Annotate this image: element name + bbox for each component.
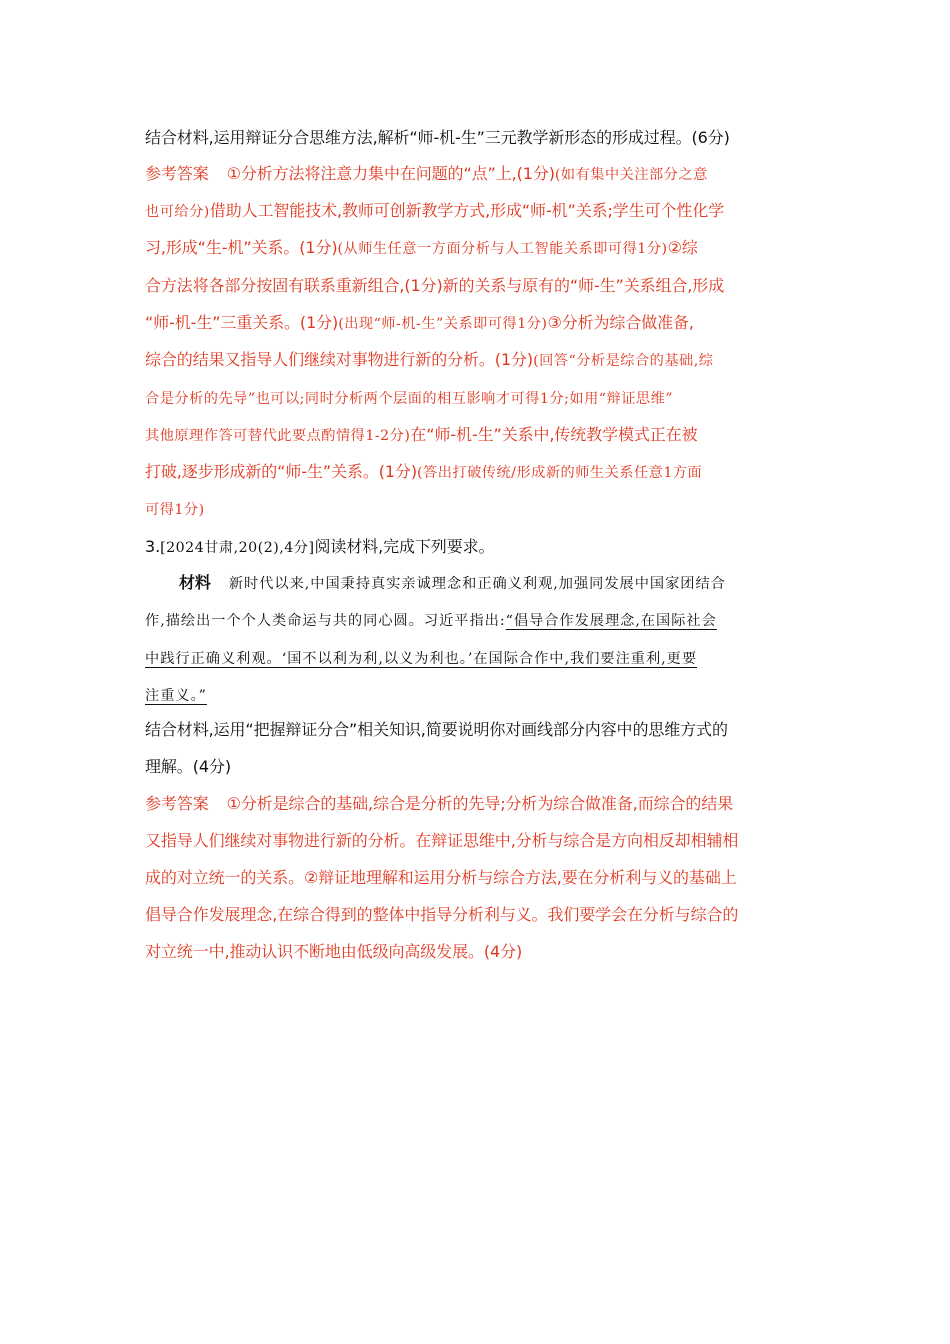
q3-material-line [145, 683, 810, 708]
q2-answer-line [145, 386, 810, 411]
q2-answer-note: (如有集中关注部分之意 [554, 167, 708, 183]
q3-prompt-text: 结合材料,运用“把握辩证分合”相关知识,简要说明你对画线部分内容中的思维方式的 [145, 720, 728, 739]
q2-answer-note: (答出打破传统/形成新的师生关系任意1方面 [417, 465, 703, 481]
q2-answer-label: 参考答案 [145, 164, 209, 183]
q3-number: 3. [145, 537, 161, 556]
q3-answer-text: 成的对立统一的关系。②辩证地理解和运用分析与综合方法,要在分析利与义的基础上 [145, 868, 737, 887]
q3-answer-line [145, 866, 810, 890]
q2-answer-text: 合方法将各部分按固有联系重新组合,(1分)新的关系与原有的“师-生”关系组合,形成 [145, 276, 725, 295]
q3-answer-text: 对立统一中,推动认识不断地由低级向高级发展。(4分) [145, 942, 523, 961]
q3-answer-line [145, 792, 810, 816]
q2-answer-text: “师-机-生”三重关系。(1分) [145, 313, 339, 332]
q2-prompt [145, 126, 810, 150]
q3-material-text: 作,描绘出一个个人类命运与共的同心圆。习近平指出: [145, 613, 506, 629]
q3-answer-line [145, 940, 810, 964]
q2-answer-note: 也可给分) [145, 204, 210, 220]
q3-material-text: 新时代以来,中国秉持真实亲诚理念和正确义利观,加强同发展中国家团结合 [228, 576, 726, 592]
q3-answer-text: ①分析是综合的基础,综合是分析的先导;分析为综合做准备,而综合的结果 [226, 794, 734, 813]
q2-answer-text: 在“师-机-生”关系中,传统教学模式正在被 [410, 425, 698, 444]
q3-answer-text: 倡导合作发展理念,在综合得到的整体中指导分析利与义。我们要学会在分析与综合的 [145, 905, 739, 924]
q3-material-underlined: 中践行正确义利观。‘国不以利为利,以义为利也。’在国际合作中,我们要注重利,更要 [145, 651, 698, 667]
q2-answer-note: 可得1分) [145, 502, 205, 518]
q2-answer-text: 习,形成“生-机”关系。(1分) [145, 238, 338, 257]
q3-answer-line [145, 829, 810, 853]
q3-source: [2024甘肃,20(2),4分] [160, 540, 315, 556]
q3-material-underlined: 注重义。” [145, 688, 207, 704]
q3-prompt-line [145, 755, 810, 779]
q2-answer-line [145, 497, 810, 522]
q2-answer-line [145, 236, 810, 261]
q2-answer-text: 打破,逐步形成新的“师-生”关系。(1分) [145, 462, 418, 481]
q3-material-underlined: “倡导合作发展理念,在国际社会 [505, 613, 717, 629]
q3-answer-text: 又指导人们继续对事物进行新的分析。在辩证思维中,分析与综合是方向相反却相辅相 [145, 831, 739, 850]
q3-material-line [179, 571, 810, 596]
q2-answer-line [145, 274, 810, 298]
q2-answer-line [145, 460, 810, 485]
q2-answer-note: 合是分析的先导”也可以;同时分析两个层面的相互影响才可得1分;如用“辩证思维” [145, 391, 674, 407]
q3-material-line [145, 646, 810, 671]
q3-prompt-line [145, 718, 810, 742]
q3-answer-line [145, 903, 810, 927]
q3-material-label: 材料 [179, 573, 211, 592]
q2-answer-line [145, 423, 810, 448]
q2-answer-line [145, 348, 810, 373]
q2-answer-note: (出现“师-机-生”关系即可得1分) [338, 316, 548, 332]
q3-material-line [145, 608, 810, 633]
q2-answer-text: 综合的结果又指导人们继续对事物进行新的分析。(1分) [145, 350, 534, 369]
q3-answer-label: 参考答案 [145, 794, 209, 813]
q2-answer-text: ③分析为综合做准备, [547, 313, 694, 332]
q2-answer-line [145, 199, 810, 224]
q3-prompt-text: 理解。(4分) [145, 757, 231, 776]
q2-answer-text: ①分析方法将注意力集中在问题的“点”上,(1分) [226, 164, 555, 183]
q2-answer-text: ②综 [667, 238, 698, 257]
q2-answer-line [145, 162, 810, 187]
q3-header [145, 535, 810, 560]
q3-instruction: 阅读材料,完成下列要求。 [314, 537, 495, 556]
q2-answer-note: (回答“分析是综合的基础,综 [533, 353, 714, 369]
q2-answer-note: (从师生任意一方面分析与人工智能关系即可得1分) [337, 241, 668, 257]
q2-answer-note: 其他原理作答可替代此要点酌情得1-2分) [145, 428, 411, 444]
q2-answer-line [145, 311, 810, 336]
q2-answer-text: 借助人工智能技术,教师可创新教学方式,形成“师-机”关系;学生可个性化学 [209, 201, 725, 220]
q2-prompt-text: 结合材料,运用辩证分合思维方法,解析“师-机-生”三元教学新形态的形成过程。(6分) [145, 128, 730, 147]
